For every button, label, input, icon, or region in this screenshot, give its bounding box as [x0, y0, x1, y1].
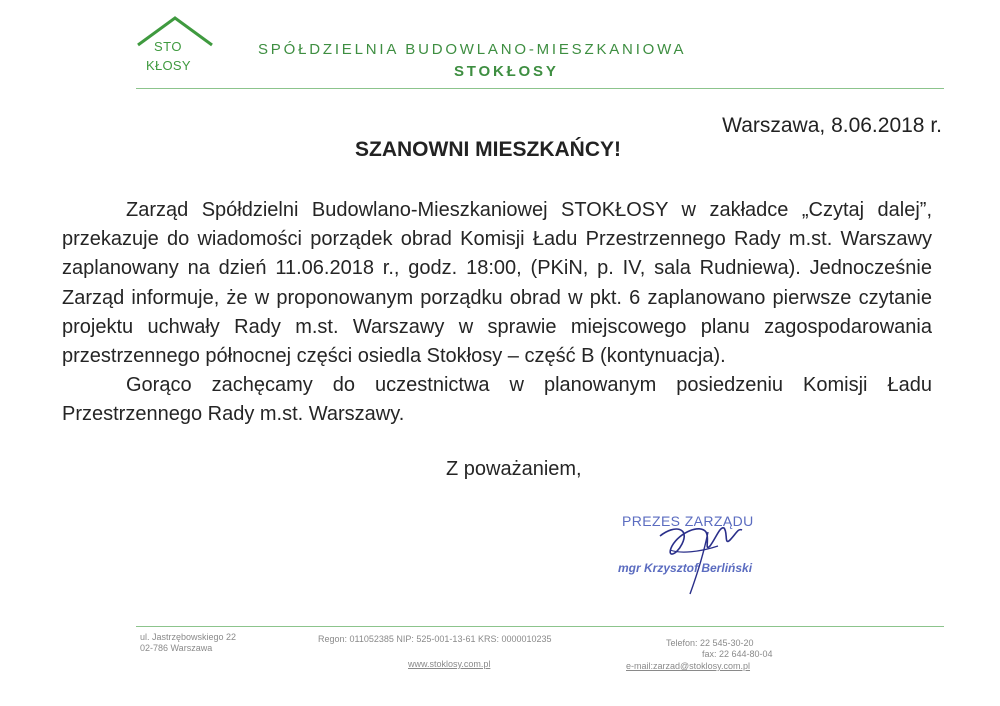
footer-fax: fax: 22 644-80-04 — [702, 649, 773, 659]
letter-body — [62, 196, 932, 430]
stamp-name: mgr Krzysztof Berliński — [618, 561, 753, 575]
footer-phone: Telefon: 22 545-30-20 — [666, 638, 754, 648]
logo-text-bottom: KŁOSY — [146, 58, 191, 73]
organization-name: SPÓŁDZIELNIA BUDOWLANO-MIESZKANIOWA — [258, 41, 687, 58]
footer-address-city: 02-786 Warszawa — [140, 643, 213, 653]
letter-closing: Z poważaniem, — [446, 458, 582, 480]
letter-paragraph: Gorąco zachęcamy do uczestnictwa w planowanym posiedzeniu Komisji Ładu Przestrzennego Rady m.st. Warszawy. — [62, 374, 932, 426]
header-divider — [136, 88, 944, 89]
footer-registry-info: Regon: 011052385 NIP: 525-001-13-61 KRS: 0000010235 — [318, 634, 552, 644]
logo-text-top: STO — [154, 39, 182, 54]
footer-website-link[interactable]: www.stoklosy.com.pl — [408, 659, 491, 669]
footer-email-link[interactable]: e-mail:zarzad@stoklosy.com.pl — [626, 661, 751, 671]
letter-date: Warszawa, 8.06.2018 r. — [722, 114, 942, 137]
cooperative-logo — [134, 15, 216, 85]
letter-paragraph: Zarząd Spółdzielni Budowlano-Mieszkaniowej STOKŁOSY w zakładce „Czytaj dalej”, przekazuje do wiadomości porządek obrad Komisji Ładu Przestrzennego Rady m.st. Warszawy zaplanowany na dzień 11.06.2018 r., godz. 18:00, (PKiN, p. IV, sala Rudniewa). Jednocześnie Zarząd informuje, że w proponowanym porządku obrad w pkt. 6 zaplanowano pierwsze czytanie projektu uchwały Rady m.st. Warszawy w sprawie miejscowego planu zagospodarowania przestrzennego północnej części osiedla Stokłosy – część B (kontynuacja). — [62, 199, 932, 368]
footer-address-street: ul. Jastrzębowskiego 22 — [140, 632, 237, 642]
footer-divider — [136, 626, 944, 627]
stamp-title: PREZES ZARZĄDU — [622, 513, 754, 529]
organization-short-name: STOKŁOSY — [454, 63, 559, 80]
handwritten-signature — [620, 506, 780, 606]
letter-salutation: SZANOWNI MIESZKAŃCY! — [355, 138, 621, 161]
